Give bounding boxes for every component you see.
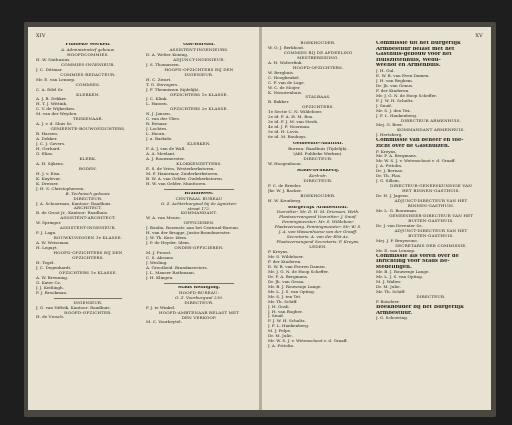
entry-line: J. a. Barkide.	[146, 137, 173, 142]
role-heading: OPZICHTERS.	[302, 105, 334, 110]
section-divider	[54, 298, 122, 299]
entry-line: Mr. J. G. N. de Hoop Scheffer.	[268, 269, 329, 274]
entry-line: N. J. Jansen.	[146, 112, 172, 117]
role-heading: ONDER-OFFICIEREN.	[174, 246, 224, 251]
entry-line: Plaatsvervangend Secretaris: F. Kreyns.	[276, 240, 360, 245]
entry-line: A. A. Meelant.	[146, 151, 176, 156]
entry-line: J. F. L. Hankenberg.	[376, 113, 418, 118]
entry-line: G. Elias.	[36, 151, 54, 156]
left-column-2	[146, 41, 252, 325]
role-heading: HOOFD-BUREAU:	[179, 290, 219, 295]
role-heading: CENTRAAL BUREAU	[175, 196, 223, 201]
entry-line: Kerk-str.	[309, 173, 327, 178]
entry-line: F. A. J. van de Wall.	[146, 147, 186, 152]
role-heading: BOUWKUNDIGEN 1e KLASSE.	[53, 236, 123, 241]
entry-line: J. G. Schoering.	[376, 316, 409, 321]
entry-line: M. F. Haneriaar, Zuiderkerkstoren.	[146, 171, 219, 176]
entry-line: C. S. Abrams.	[146, 256, 175, 261]
entry-line: 1e Sectie C. N. Wildeboer.	[268, 110, 323, 115]
entry-line: L. Hassen.	[146, 102, 168, 107]
entry-line: Plaatsvervangend Voorzitter: J. Snuif.	[279, 215, 357, 220]
role-heading: DIRECTEUR ARMENHUIS.	[400, 118, 462, 123]
role-heading: GENEESHEER-DIRECTEUR VAN HET	[388, 213, 474, 218]
section-divider	[164, 283, 234, 284]
entry-line: J. G. Sillem.	[376, 179, 400, 184]
entry-line: C. A. Edel Sr.	[36, 87, 64, 92]
right-page	[262, 27, 491, 410]
entry-line: E. W. B. van Everen Damen.	[268, 264, 326, 269]
role-heading: TEEKENAAR.	[72, 117, 104, 122]
entry-line: G. Kater Cz.	[36, 280, 62, 285]
role-heading: GEMEENTE-BOUWOPZICHTERS.	[50, 127, 126, 132]
section-divider	[164, 189, 234, 190]
page-number-right: XV	[475, 33, 483, 39]
role-heading: COMMIES BIJ DE AFDEELING	[283, 50, 353, 55]
entry-line: Mr. E. van Lennep.	[36, 77, 76, 82]
entry-line: P. J. te Winkel.	[146, 305, 176, 310]
entry-line: E. S. de Vries, Westerkerkstoren.	[146, 166, 215, 171]
entry-line: M. van der Weyden.	[36, 112, 78, 117]
entry-line: B. de Groot Jr., Kantoor: Raadhuis.	[36, 211, 109, 216]
entry-line: A. J. v. d. Sluis Sr.	[36, 122, 73, 127]
role-heading: HOOFD-AMBTENAAR BELAST MET	[159, 310, 239, 315]
entry-line: Mej. G. Boer.	[376, 123, 403, 128]
entry-line: H. van der Brugge, Justin-Brandmeester.	[146, 231, 231, 236]
entry-line: W. O. J. Berkhout.	[268, 45, 305, 50]
role-heading: BUITEN-GASTHUIS.	[408, 233, 454, 238]
entry-line: Dr. M. Julie.	[268, 334, 293, 339]
section-heading: Gas-Bureau.	[183, 43, 215, 47]
role-heading: ADJUNCT-DIRECTEUR VAN HET	[394, 228, 468, 233]
entry-line: H. T. J. Wittink.	[36, 102, 68, 107]
entry-line: J. A. Fritolin.	[268, 344, 295, 349]
entry-line: Mr. W. S. J. v. Wetenschoot v. d. Graaff.	[376, 159, 456, 164]
entry-line: Dr. H. J. Jageon.	[376, 194, 410, 199]
role-heading: DIRECTEUR.	[184, 300, 214, 305]
entry-line: 4e id. J. F. Noorman.	[268, 125, 311, 130]
role-heading: BODEN.	[78, 166, 98, 171]
entry-line: Plaatsvervang. Penningmeester: Mr. W. S.	[274, 225, 362, 230]
entry-line: H. J. v. Eisa.	[36, 171, 61, 176]
section-heading: Inrichting voor Stads Be-	[376, 259, 450, 265]
entry-line: J. H. S. Christophersen.	[36, 186, 85, 191]
entry-line: J. L. Mauser Rathmann.	[146, 270, 196, 275]
role-heading: OPZICHTERS 1e KLASSE.	[58, 270, 118, 275]
section-heading: stedelingen.	[376, 264, 412, 270]
section-heading: Gemeente-Abattoir.	[292, 142, 344, 147]
entry-line: J. Wesling.	[146, 260, 168, 265]
role-heading: HET BINNEN-GASTHUIS.	[402, 189, 460, 194]
role-heading: LEDEN.	[309, 245, 327, 250]
entry-line: straat 172.	[187, 206, 211, 211]
entry-line: Mr. Th. Schiff.	[268, 299, 298, 304]
entry-line: 6e id. M. Bouhuys.	[268, 135, 307, 140]
entry-line: J. Hertsberg.	[376, 133, 403, 138]
section-heading: Publieke Werken.	[65, 43, 111, 47]
section-heading: Commissie uit het Burgerlijk	[376, 41, 461, 46]
entry-line: H. W. Nathusius.	[36, 57, 71, 62]
entry-line: Dr. J. van Deventer Sz.	[376, 223, 423, 228]
entry-line: A. H. Sijkens.	[36, 161, 65, 166]
entry-line: F. C. de Brieder.	[268, 183, 302, 188]
right-column-2	[376, 41, 486, 321]
entry-line: F. Kreyns.	[268, 250, 289, 255]
role-heading: BOEKHOUDER.	[300, 193, 336, 198]
role-heading: HOOFD-OPZICHTERS BIJ DEN	[53, 251, 123, 256]
role-heading: DIRECTEUR.	[73, 196, 103, 201]
role-heading: COMMIES-INGENIEUR.	[61, 62, 115, 67]
role-heading: BUITEN-GASTHUIS.	[408, 218, 454, 223]
role-heading: COMMIES-REDACTEUR.	[60, 72, 116, 77]
entry-line: R. Renaar.	[146, 122, 168, 127]
entry-line: H. W. van Gelder, Munttoren.	[146, 181, 207, 186]
role-heading: ASSISTENT-ARCHITECT.	[60, 216, 116, 221]
entry-line: Dr. M. Julie.	[376, 285, 401, 290]
entry-line: J. H. Klingen.	[146, 275, 174, 280]
entry-line: J. C. Dittmar.	[36, 67, 63, 72]
entry-line: Dr. F. A. Bergmans.	[268, 274, 309, 279]
entry-line: W. A. van Meurs.	[146, 216, 181, 221]
entry-line: J. F. L. Hankenberg.	[268, 324, 310, 329]
entry-line: Dr. J. Bernas.	[376, 169, 404, 174]
book-spread	[24, 22, 496, 417]
entry-line: A. Dekker.	[36, 137, 58, 142]
role-heading: INGENIEUR.	[184, 72, 214, 77]
role-heading: HOOFD-OPZICHTERS.	[292, 65, 344, 70]
role-heading: DEN VERKOOP.	[181, 315, 217, 320]
section-heading: Gasthuis-gebouw voor het	[376, 52, 452, 58]
entry-line: L. Hoorn.	[146, 132, 166, 137]
entry-line: W. Hoogenhoon.	[268, 161, 302, 166]
entry-line: Mr. E. van Lennep.	[376, 248, 416, 253]
entry-line: D. A. Welter Koning.	[146, 52, 189, 57]
role-heading: KLERK.	[79, 156, 97, 161]
entry-line: A. Administratief gebouw.	[61, 47, 115, 52]
entry-line: O. Z. Voorburgwal 239.	[174, 295, 224, 300]
role-heading: HOOFD-OPZICHTERS BIJ DEN	[164, 67, 234, 72]
role-heading: OPZICHTERS.	[72, 255, 104, 260]
entry-line: J. S. Thomassen.	[146, 62, 180, 67]
entry-line: Dr. Jh. van Genus.	[376, 83, 414, 88]
entry-line: F. der Kinderen.	[376, 88, 410, 93]
section-heading: Commissie van beheer en toe-	[376, 138, 464, 144]
entry-line: C. V. de Wijkerken.	[36, 107, 76, 112]
entry-line: M. J. Proost.	[146, 251, 172, 256]
section-heading: zicht over de Gasthuizen.	[376, 143, 450, 149]
entry-line: W. Springer.	[36, 221, 62, 226]
page-number-left: XIV	[36, 33, 46, 39]
entry-line: B. Hassen.	[36, 132, 59, 137]
entry-line: F. J. W. H. Schultz.	[268, 319, 306, 324]
role-heading: BINNEN-GASTHUIS.	[407, 203, 455, 208]
entry-line: K. Nieuwenhuis.	[268, 90, 303, 95]
entry-line: C. Hoogbeukel.	[268, 75, 300, 80]
entry-line: F. J. Lagn.	[36, 231, 57, 236]
entry-line: J. H. Gul.	[376, 68, 395, 73]
entry-line: J. C. J. Govers.	[36, 142, 66, 147]
role-heading: ASSISTENT-INGENIEURS.	[169, 47, 229, 52]
entry-line: J. H. van Bogher.	[268, 309, 303, 314]
role-heading: KOMMANDANT.	[180, 211, 218, 216]
entry-line: K. Dresser.	[36, 181, 59, 186]
role-heading: KLERKEN.	[187, 142, 211, 147]
entry-line: O. Z. Achterburgwal bij de Agnieten-	[160, 201, 238, 206]
entry-line: B. W. A. van Gelder, Oudekerkstoren.	[146, 176, 224, 181]
entry-line: Penningmeester: Mr. S. Wildeboer.	[281, 220, 355, 225]
entry-line: J. Bonlin, Rozenstr. aan het Centraal-Bureau.	[146, 226, 240, 231]
role-heading: ARCHITECT.	[73, 206, 103, 211]
entry-line: M. J. Pelpe.	[268, 329, 292, 334]
section-heading: weehof en Armenbuis.	[376, 63, 441, 69]
section-heading: Armbestuur.	[376, 310, 413, 316]
entry-line: A. W. Weissman.	[36, 241, 70, 246]
role-heading: OFFICIEREN.	[183, 221, 215, 226]
entry-line: C. F. van de Lage.	[268, 80, 305, 85]
entry-line: H. de Vrosch.	[36, 315, 65, 320]
entry-line: Jhr. W. J. Backer.	[268, 188, 302, 193]
entry-line: J. Snuif.	[268, 314, 284, 319]
section-heading: Boekhouder bij het Burgerlijk	[376, 304, 464, 310]
entry-line: Mr. S. J. ten Tet.	[268, 294, 302, 299]
entry-line: K. Kuylevar.	[36, 176, 61, 181]
entry-line: Dr. Th. Plas.	[376, 174, 402, 179]
entry-line: J. F. Theunissen (tijdelijk).	[146, 87, 200, 92]
entry-line: J. W. Th. Kerr. Idem.	[146, 236, 188, 241]
entry-line: P. Boisdeer.	[376, 300, 400, 305]
entry-line: J. A. van Wassenhoeve van der Graaff.	[278, 230, 358, 235]
role-heading: KOMMANDANT ARMENHUIS.	[397, 128, 465, 133]
entry-line: F. Kreyns.	[376, 149, 397, 154]
entry-line: Secretaris: A. van der Elst Az.	[286, 235, 350, 240]
role-heading: OPZICHTERS 2e KLASSE.	[169, 107, 229, 112]
role-heading: SECRETARIS DER COMMISSIE.	[395, 243, 467, 248]
entry-line: A. W. Breuning.	[36, 275, 69, 280]
entry-line: A. J. Rouwmeester.	[146, 156, 185, 161]
left-column-1	[36, 41, 140, 320]
role-heading: KLOKKENZETTERS.	[176, 161, 222, 166]
entry-line: A. J. B. Dekker.	[36, 97, 67, 102]
role-heading: HOOFDCOMMIES.	[67, 52, 109, 57]
entry-line: J. C. Degenhardt.	[36, 265, 72, 270]
entry-line: 2e id. F. A. H. M. Boa.	[268, 115, 314, 120]
entry-line: W. C. de Moijer.	[268, 85, 301, 90]
entry-line: H. Tegel.	[36, 260, 55, 265]
role-heading: DIRECTEUR.	[303, 156, 333, 161]
entry-line: J. G. van Niftrik, Kantoor: Raadhuis.	[36, 305, 111, 310]
entry-line: Mej. J. P. Bruyerone.	[376, 238, 419, 243]
role-heading: DIRECTEUR.	[303, 178, 333, 183]
entry-line: (Afd. Publieke Werken).	[293, 151, 343, 156]
entry-line: B. Bakker.	[268, 100, 290, 105]
entry-line: F. J. W. H. Schultz.	[376, 98, 414, 103]
right-column-1	[268, 41, 368, 349]
entry-line: Mr. B. J. Rouwenje Lange.	[376, 270, 430, 275]
entry-line: J. H. van Beghem.	[376, 78, 414, 83]
role-heading: INGENIEUR.	[73, 300, 103, 305]
entry-line: J. J. Keitlingh.	[36, 285, 64, 290]
section-heading: Commissie als voren over de	[376, 253, 459, 259]
entry-line: Voorzitter: Mr. D. H. M. Driessen, Weth.	[276, 210, 360, 215]
entry-line: Mr. L. G. Bouwman.	[376, 208, 418, 213]
entry-line: T. G. Stevogers.	[146, 82, 179, 87]
entry-line: Mr. L. J. S. van Opting.	[268, 289, 315, 294]
entry-line: H. Gerhard.	[36, 147, 61, 152]
entry-line: E. W. B. van Even Damen.	[376, 73, 430, 78]
role-heading: OPZICHTERS 1e KLASSE.	[169, 92, 229, 97]
entry-line: J. P. de Heyder. Idem.	[146, 241, 191, 246]
role-heading: HOOFD-OPZICHTER.	[64, 310, 112, 315]
entry-line: 5e id. H. Lovis.	[268, 130, 300, 135]
entry-line: 3e id. F. J. M. van Steek.	[268, 120, 319, 125]
entry-line: J. H. Gosli.	[268, 304, 290, 309]
entry-line: Dr. Jh. van Gessa.	[268, 279, 305, 284]
entry-line: Mr. S. J. den Tex.	[376, 108, 411, 113]
entry-line: H. W. Kronberg.	[268, 198, 302, 203]
entry-line: Mr. L. J. S. van Opting.	[376, 275, 423, 280]
entry-line: H. Leguyt.	[36, 246, 58, 251]
entry-line: Mr. Th. Schiff.	[376, 290, 406, 295]
entry-line: Mr. S. Wildeboer.	[268, 255, 304, 260]
entry-line: H. C. Zwart.	[146, 77, 172, 82]
entry-line: J. Lochtes.	[146, 127, 168, 132]
section-heading: Burgerlijk Armbestuur.	[287, 205, 349, 210]
left-page	[28, 27, 259, 410]
entry-line: J. A. Fritolin.	[376, 164, 403, 169]
entry-line: A. Grootheid. Brandmeesters.	[146, 265, 208, 270]
entry-line: A. H. Wolterfink.	[268, 60, 303, 65]
role-heading: DIRECTEUR.	[416, 295, 446, 300]
entry-line: W. Berghuis.	[268, 70, 295, 75]
role-heading: MESTBEREIDING.	[297, 55, 339, 60]
role-heading: ASSISTENT-INGENIEUR.	[59, 226, 117, 231]
entry-line: F. J. Brookman.	[36, 290, 68, 295]
role-heading: ADJUNCT-INGENIEUR.	[173, 57, 225, 62]
entry-line: J. Snuif.	[376, 103, 392, 108]
section-heading: Brandweer.	[184, 191, 214, 196]
entry-line: M. C. Voorbeytel.	[146, 320, 182, 325]
entry-line: Mr. W. S. J. v. Wetenschoot v. d. Graaff.	[268, 339, 348, 344]
section-heading: Armbestuur belast met het	[376, 46, 455, 52]
entry-line: F. der Kinderen.	[268, 259, 302, 264]
entry-line: J. A. Schoorman, Kantoor: Raadhuis.	[36, 201, 112, 206]
entry-line: Mr. J. G. N. de Hoop Scheffer.	[376, 93, 437, 98]
section-heading: Stads Reiniging.	[177, 285, 221, 290]
role-heading: KLERKEN.	[76, 92, 100, 97]
role-heading: DIRECTEUR-GENEESKUNDIGE VAN	[389, 184, 473, 189]
role-heading: STALBAAS.	[305, 95, 331, 100]
entry-line: Bureau: Raadhuis (Tijdelijk).	[288, 147, 348, 152]
role-heading: ADJUNCT-DIRECTEUR VAN HET	[394, 199, 468, 204]
role-heading: BOEKHOUDER.	[300, 41, 336, 45]
section-heading: Huiszittenhuis, Wedu-	[376, 57, 441, 63]
entry-line: J. C. Klink.	[146, 97, 168, 102]
entry-line: B. Technisch gebouw.	[65, 191, 111, 196]
entry-line: M. J. Walter.	[376, 280, 402, 285]
role-heading: COMMIES.	[75, 82, 101, 87]
section-heading: Stads-Drukkerij.	[296, 168, 340, 173]
entry-line: C. van der Vlies.	[146, 117, 180, 122]
entry-line: Mr. B. J. Rouwenje Lange.	[268, 284, 322, 289]
entry-line: Mr. F. A. Bergmans.	[376, 154, 418, 159]
